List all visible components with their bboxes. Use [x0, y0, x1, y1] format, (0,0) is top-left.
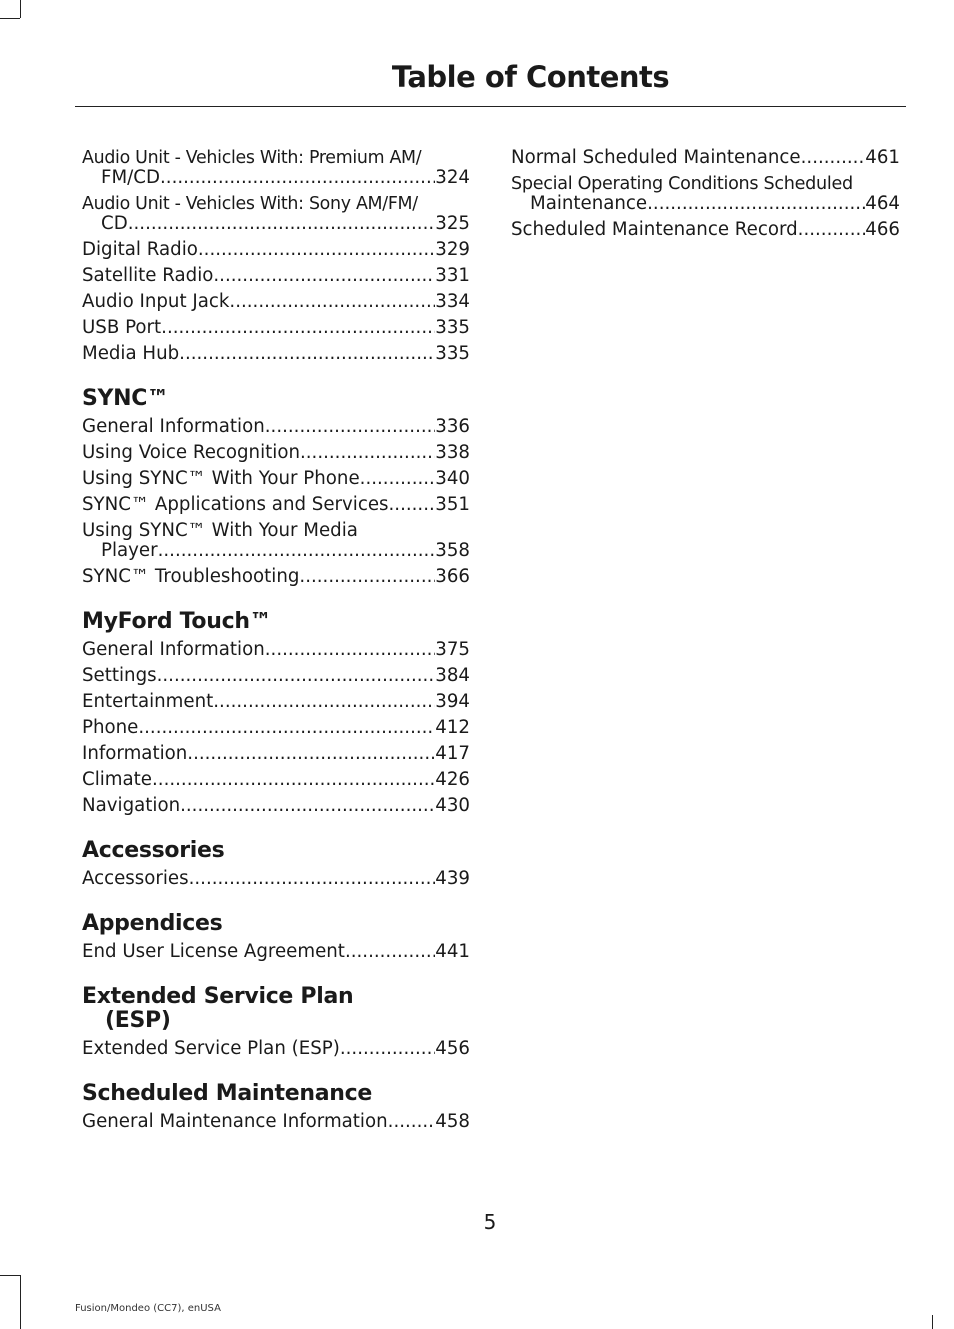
toc-entry[interactable] — [511, 174, 900, 214]
toc-entry-page: 358 — [435, 540, 470, 561]
toc-entry-label: USB Port — [82, 317, 162, 338]
section-heading-extended-service-plan[interactable] — [82, 985, 470, 1033]
toc-entry[interactable] — [82, 469, 470, 489]
toc-entry-label: Using SYNC™ With Your Phone — [82, 468, 360, 489]
toc-entry-label: CD — [101, 213, 128, 234]
toc-entry-page: 335 — [435, 343, 470, 364]
toc-left-column — [82, 148, 470, 1138]
toc-entry-label: Digital Radio — [82, 239, 198, 260]
leader-dots — [179, 344, 435, 364]
leader-dots — [187, 744, 435, 764]
leader-dots — [229, 292, 435, 312]
crop-mark — [932, 1315, 933, 1329]
section-heading-myford-touch[interactable]: MyFord Touch™ — [82, 609, 272, 634]
leader-dots — [360, 469, 436, 489]
toc-entry-label: General Maintenance Information — [82, 1111, 388, 1132]
toc-entry-page: 325 — [435, 213, 470, 234]
leader-dots — [647, 194, 865, 214]
toc-entry-page: 441 — [435, 941, 470, 962]
toc-entry[interactable] — [82, 148, 470, 188]
toc-entry-label: General Information — [82, 416, 265, 437]
toc-entry-page: 324 — [435, 167, 470, 188]
toc-entry-label: Player — [101, 540, 158, 561]
page-number: 5 — [483, 1210, 497, 1234]
toc-entry-page: 331 — [435, 265, 470, 286]
leader-dots — [345, 942, 435, 962]
page-title: Table of Contents — [391, 60, 670, 94]
toc-entry-label: Accessories — [82, 868, 189, 889]
toc-entry-page: 464 — [865, 193, 900, 214]
section-heading-line: (ESP) — [105, 1008, 171, 1033]
toc-entry-page: 384 — [435, 665, 470, 686]
toc-entry[interactable] — [82, 567, 470, 587]
leader-dots — [128, 214, 436, 234]
toc-entry-page: 338 — [435, 442, 470, 463]
toc-entry-label: Audio Input Jack — [82, 291, 230, 312]
toc-entry[interactable] — [82, 240, 470, 260]
toc-entry-page: 394 — [435, 691, 470, 712]
toc-entry[interactable] — [82, 718, 470, 738]
toc-entry-label: Phone — [82, 717, 139, 738]
toc-entry[interactable] — [82, 770, 470, 790]
leader-dots — [340, 1039, 435, 1059]
toc-entry-label: Normal Scheduled Maintenance — [511, 147, 801, 168]
toc-entry-label: FM/CD — [101, 167, 160, 188]
toc-entry[interactable] — [82, 692, 470, 712]
toc-entry[interactable] — [511, 220, 900, 240]
toc-entry[interactable] — [82, 194, 470, 234]
leader-dots — [213, 692, 435, 712]
leader-dots — [189, 869, 436, 889]
page-header — [75, 60, 906, 94]
toc-entry[interactable] — [82, 292, 470, 312]
toc-entry-page: 366 — [435, 566, 470, 587]
crop-mark — [0, 18, 20, 19]
title-divider — [75, 106, 906, 107]
toc-entry-label: Using Voice Recognition — [82, 442, 300, 463]
toc-entry[interactable] — [82, 266, 470, 286]
toc-entry-page: 461 — [865, 147, 900, 168]
leader-dots — [213, 266, 435, 286]
toc-entry-label: Climate — [82, 769, 152, 790]
toc-entry[interactable] — [82, 1112, 470, 1132]
toc-entry-page: 426 — [435, 769, 470, 790]
leader-dots — [801, 148, 866, 168]
toc-entry-page: 334 — [435, 291, 470, 312]
section-heading-line: Extended Service Plan — [82, 984, 354, 1009]
toc-entry-page: 417 — [435, 743, 470, 764]
toc-entry-label: SYNC™ Applications and Services — [82, 494, 389, 515]
toc-entry-label: Navigation — [82, 795, 181, 816]
toc-entry[interactable] — [82, 495, 470, 515]
section-heading-accessories[interactable]: Accessories — [82, 838, 225, 863]
toc-entry-page: 466 — [865, 219, 900, 240]
toc-entry[interactable] — [82, 640, 470, 660]
leader-dots — [198, 240, 435, 260]
toc-entry[interactable] — [82, 318, 470, 338]
leader-dots — [389, 495, 436, 515]
toc-entry-page: 340 — [435, 468, 470, 489]
toc-entry[interactable] — [82, 443, 470, 463]
toc-entry-label: Using SYNC™ With Your Media — [82, 520, 358, 541]
toc-entry[interactable] — [82, 666, 470, 686]
toc-entry[interactable] — [82, 417, 470, 437]
toc-entry-page: 351 — [435, 494, 470, 515]
section-heading-appendices[interactable]: Appendices — [82, 911, 223, 936]
toc-entry-page: 335 — [435, 317, 470, 338]
toc-entry-label: Maintenance — [530, 193, 648, 214]
toc-entry[interactable] — [82, 521, 470, 561]
toc-entry-page: 439 — [435, 868, 470, 889]
toc-entry-page: 456 — [435, 1038, 470, 1059]
toc-entry[interactable] — [82, 344, 470, 364]
toc-entry-page: 430 — [435, 795, 470, 816]
toc-entry-label: Audio Unit - Vehicles With: Premium AM/ — [82, 148, 422, 168]
leader-dots — [157, 666, 436, 686]
toc-entry[interactable] — [82, 869, 470, 889]
toc-entry-label: General Information — [82, 639, 265, 660]
toc-entry[interactable] — [511, 148, 900, 168]
toc-entry-page: 412 — [435, 717, 470, 738]
toc-entry-label: SYNC™ Troubleshooting — [82, 566, 300, 587]
crop-mark — [20, 1275, 21, 1329]
leader-dots — [798, 220, 866, 240]
toc-entry[interactable] — [82, 1039, 470, 1059]
toc-entry-page: 329 — [435, 239, 470, 260]
section-heading-scheduled-maintenance[interactable]: Scheduled Maintenance — [82, 1081, 372, 1106]
toc-entry-label: Entertainment — [82, 691, 214, 712]
toc-entry-label: Special Operating Conditions Scheduled — [511, 174, 853, 194]
crop-mark — [20, 0, 21, 18]
leader-dots — [138, 718, 435, 738]
toc-entry-label: End User License Agreement — [82, 941, 345, 962]
crop-mark — [0, 1275, 20, 1276]
leader-dots — [388, 1112, 436, 1132]
section-heading-sync[interactable]: SYNC™ — [82, 386, 169, 411]
toc-entry-page: 458 — [435, 1111, 470, 1132]
toc-entry[interactable] — [82, 796, 470, 816]
toc-entry-label: Scheduled Maintenance Record — [511, 219, 798, 240]
leader-dots — [300, 443, 435, 463]
leader-dots — [160, 168, 435, 188]
leader-dots — [265, 417, 436, 437]
toc-entry-page: 375 — [435, 639, 470, 660]
leader-dots — [299, 567, 435, 587]
leader-dots — [265, 640, 436, 660]
document-id: Fusion/Mondeo (CC7), enUSA — [75, 1303, 221, 1314]
toc-right-column — [511, 148, 900, 246]
leader-dots — [161, 318, 435, 338]
toc-entry-label: Extended Service Plan (ESP) — [82, 1038, 340, 1059]
toc-entry-label: Audio Unit - Vehicles With: Sony AM/FM/ — [82, 194, 418, 214]
toc-entry-label: Satellite Radio — [82, 265, 214, 286]
leader-dots — [180, 796, 435, 816]
toc-entry-label: Media Hub — [82, 343, 180, 364]
toc-entry-page: 336 — [435, 416, 470, 437]
leader-dots — [158, 541, 436, 561]
toc-entry[interactable] — [82, 942, 470, 962]
toc-entry[interactable] — [82, 744, 470, 764]
toc-entry-label: Settings — [82, 665, 157, 686]
leader-dots — [152, 770, 435, 790]
toc-entry-label: Information — [82, 743, 188, 764]
